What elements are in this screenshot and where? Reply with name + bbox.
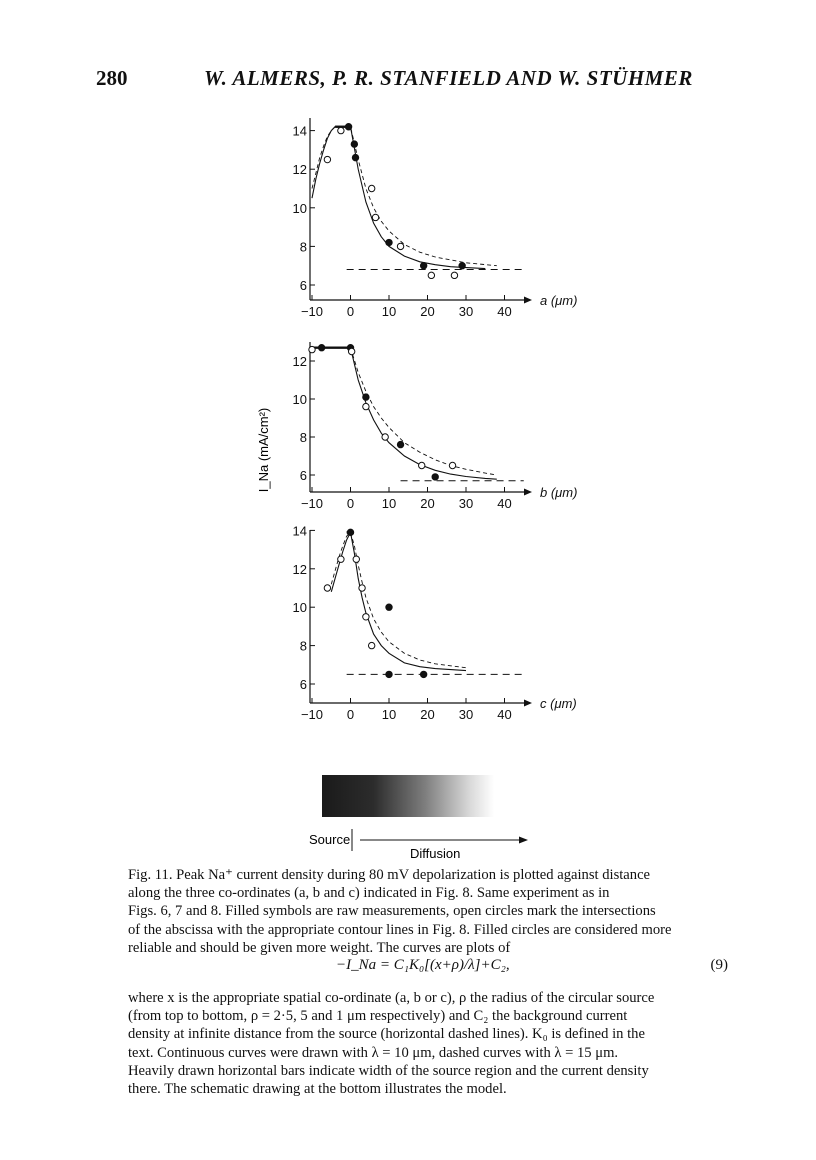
x-tick-label: 30	[458, 496, 474, 511]
page-number: 280	[96, 66, 128, 90]
x-tick-label: 10	[381, 496, 397, 511]
filled-point	[420, 671, 426, 677]
x-tick-label: 30	[458, 707, 474, 722]
diffusion-gradient-bar	[322, 775, 494, 817]
caption-line: Fig. 11. Peak Na⁺ current density during 80 mV depolarization is plotted against distance	[128, 867, 651, 883]
chart-c	[293, 523, 577, 722]
dashed-curve	[351, 348, 497, 475]
x-tick-label: 30	[458, 304, 474, 319]
y-tick-label: 10	[292, 600, 307, 616]
schematic	[309, 775, 528, 861]
x-tick-label: 10	[381, 707, 397, 722]
open-point	[372, 214, 378, 220]
caption-line: density at infinite distance from the source (horizontal dashed lines). K₀ is defined in the	[128, 1026, 645, 1043]
caption-line: reliable and should be given more weight. The curves are plots of	[128, 939, 511, 956]
filled-point	[363, 394, 369, 400]
filled-point	[386, 239, 392, 245]
x-axis-label: b (μm)	[540, 485, 578, 500]
filled-point	[347, 529, 353, 535]
figure-caption	[128, 866, 732, 957]
running-head-authors: W. ALMERS, P. R. STANFIELD AND W. STÜHMER	[204, 66, 693, 90]
y-tick-label: 12	[292, 354, 307, 369]
y-tick-label: 12	[292, 561, 307, 577]
x-axis-label: c (μm)	[540, 696, 577, 711]
diffusion-label: Diffusion	[410, 846, 461, 861]
equation-number: (9)	[710, 957, 728, 973]
filled-point	[432, 474, 438, 480]
dashed-curve	[331, 532, 466, 667]
source-label: Source	[309, 832, 351, 847]
x-tick-label: 0	[346, 707, 355, 722]
x-tick-label: −10	[300, 496, 324, 511]
solid-curve	[331, 532, 466, 670]
filled-point	[352, 154, 358, 160]
x-tick-label: 0	[346, 304, 355, 319]
equation-text: −I_Na = C₁K₀[(x+ρ)/λ]+C₂,	[336, 957, 510, 973]
chart-b	[293, 342, 578, 511]
x-tick-label: −10	[300, 707, 324, 722]
x-axis-arrowhead	[524, 297, 532, 304]
solid-curve	[351, 348, 497, 480]
open-point	[363, 403, 369, 409]
dashed-curve	[312, 127, 497, 266]
x-axis-label: a (μm)	[540, 293, 578, 308]
caption-line: where x is the appropriate spatial co-ordinate (a, b or c), ρ the radius of the circular source	[128, 990, 655, 1006]
y-tick-label: 6	[299, 468, 307, 483]
caption-line: text. Continuous curves were drawn with λ = 10 μm, dashed curves with λ = 15 μm.	[128, 1044, 619, 1061]
filled-point	[420, 263, 426, 269]
x-tick-label: 20	[420, 304, 435, 319]
x-tick-label: 40	[497, 707, 512, 722]
y-tick-label: 8	[299, 638, 307, 654]
open-point	[338, 127, 344, 133]
y-axis-label: I_Na (mA/cm²)	[256, 407, 271, 493]
x-tick-label: −10	[300, 304, 324, 319]
filled-point	[386, 604, 392, 610]
open-point	[309, 346, 315, 352]
equation-9	[128, 957, 732, 979]
y-tick-label: 14	[292, 523, 307, 539]
x-tick-label: 40	[497, 496, 512, 511]
x-tick-label: 40	[497, 304, 512, 319]
caption-line: there. The schematic drawing at the bottom illustrates the model.	[128, 1081, 507, 1098]
open-point	[324, 585, 330, 591]
y-tick-label: 8	[299, 430, 307, 445]
x-tick-label: 10	[381, 304, 397, 319]
open-point	[359, 585, 365, 591]
open-point	[449, 462, 455, 468]
open-point	[324, 156, 330, 162]
open-point	[363, 614, 369, 620]
caption-line: (from top to bottom, ρ = 2·5, 5 and 1 μm respectively) and C₂ the background current	[128, 1008, 628, 1025]
y-tick-label: 6	[299, 278, 307, 293]
y-tick-label: 12	[292, 162, 307, 178]
open-point	[348, 348, 354, 354]
y-tick-label: 6	[299, 677, 307, 692]
open-point	[451, 272, 457, 278]
figure-caption-continued	[128, 989, 732, 1098]
x-axis-arrowhead	[524, 489, 532, 496]
y-tick-label: 8	[299, 239, 307, 255]
caption-line: Heavily drawn horizontal bars indicate width of the source region and the current density	[128, 1062, 649, 1079]
open-point	[368, 642, 374, 648]
filled-point	[386, 671, 392, 677]
filled-point	[351, 141, 357, 147]
y-tick-label: 14	[292, 123, 307, 139]
open-point	[428, 272, 434, 278]
filled-point	[459, 263, 465, 269]
y-tick-label: 10	[292, 392, 307, 407]
caption-line: along the three co-ordinates (a, b and c) indicated in Fig. 8. Same experiment as in	[128, 885, 610, 902]
x-tick-label: 0	[346, 496, 355, 511]
open-point	[353, 556, 359, 562]
x-axis-arrowhead	[524, 700, 532, 707]
filled-point	[345, 124, 351, 130]
diffusion-arrowhead	[519, 837, 528, 844]
y-tick-label: 10	[292, 200, 307, 216]
open-point	[382, 434, 388, 440]
filled-point	[397, 441, 403, 447]
chart-a	[293, 118, 578, 319]
filled-point	[318, 345, 324, 351]
x-tick-label: 20	[420, 496, 435, 511]
open-point	[397, 243, 403, 249]
open-point	[338, 556, 344, 562]
open-point	[368, 185, 374, 191]
x-tick-label: 20	[420, 707, 435, 722]
caption-line: of the abscissa with the appropriate contour lines in Fig. 8. Filled circles are considered more	[128, 921, 672, 938]
open-point	[419, 462, 425, 468]
caption-line: Figs. 6, 7 and 8. Filled symbols are raw measurements, open circles mark the intersections	[128, 903, 656, 920]
